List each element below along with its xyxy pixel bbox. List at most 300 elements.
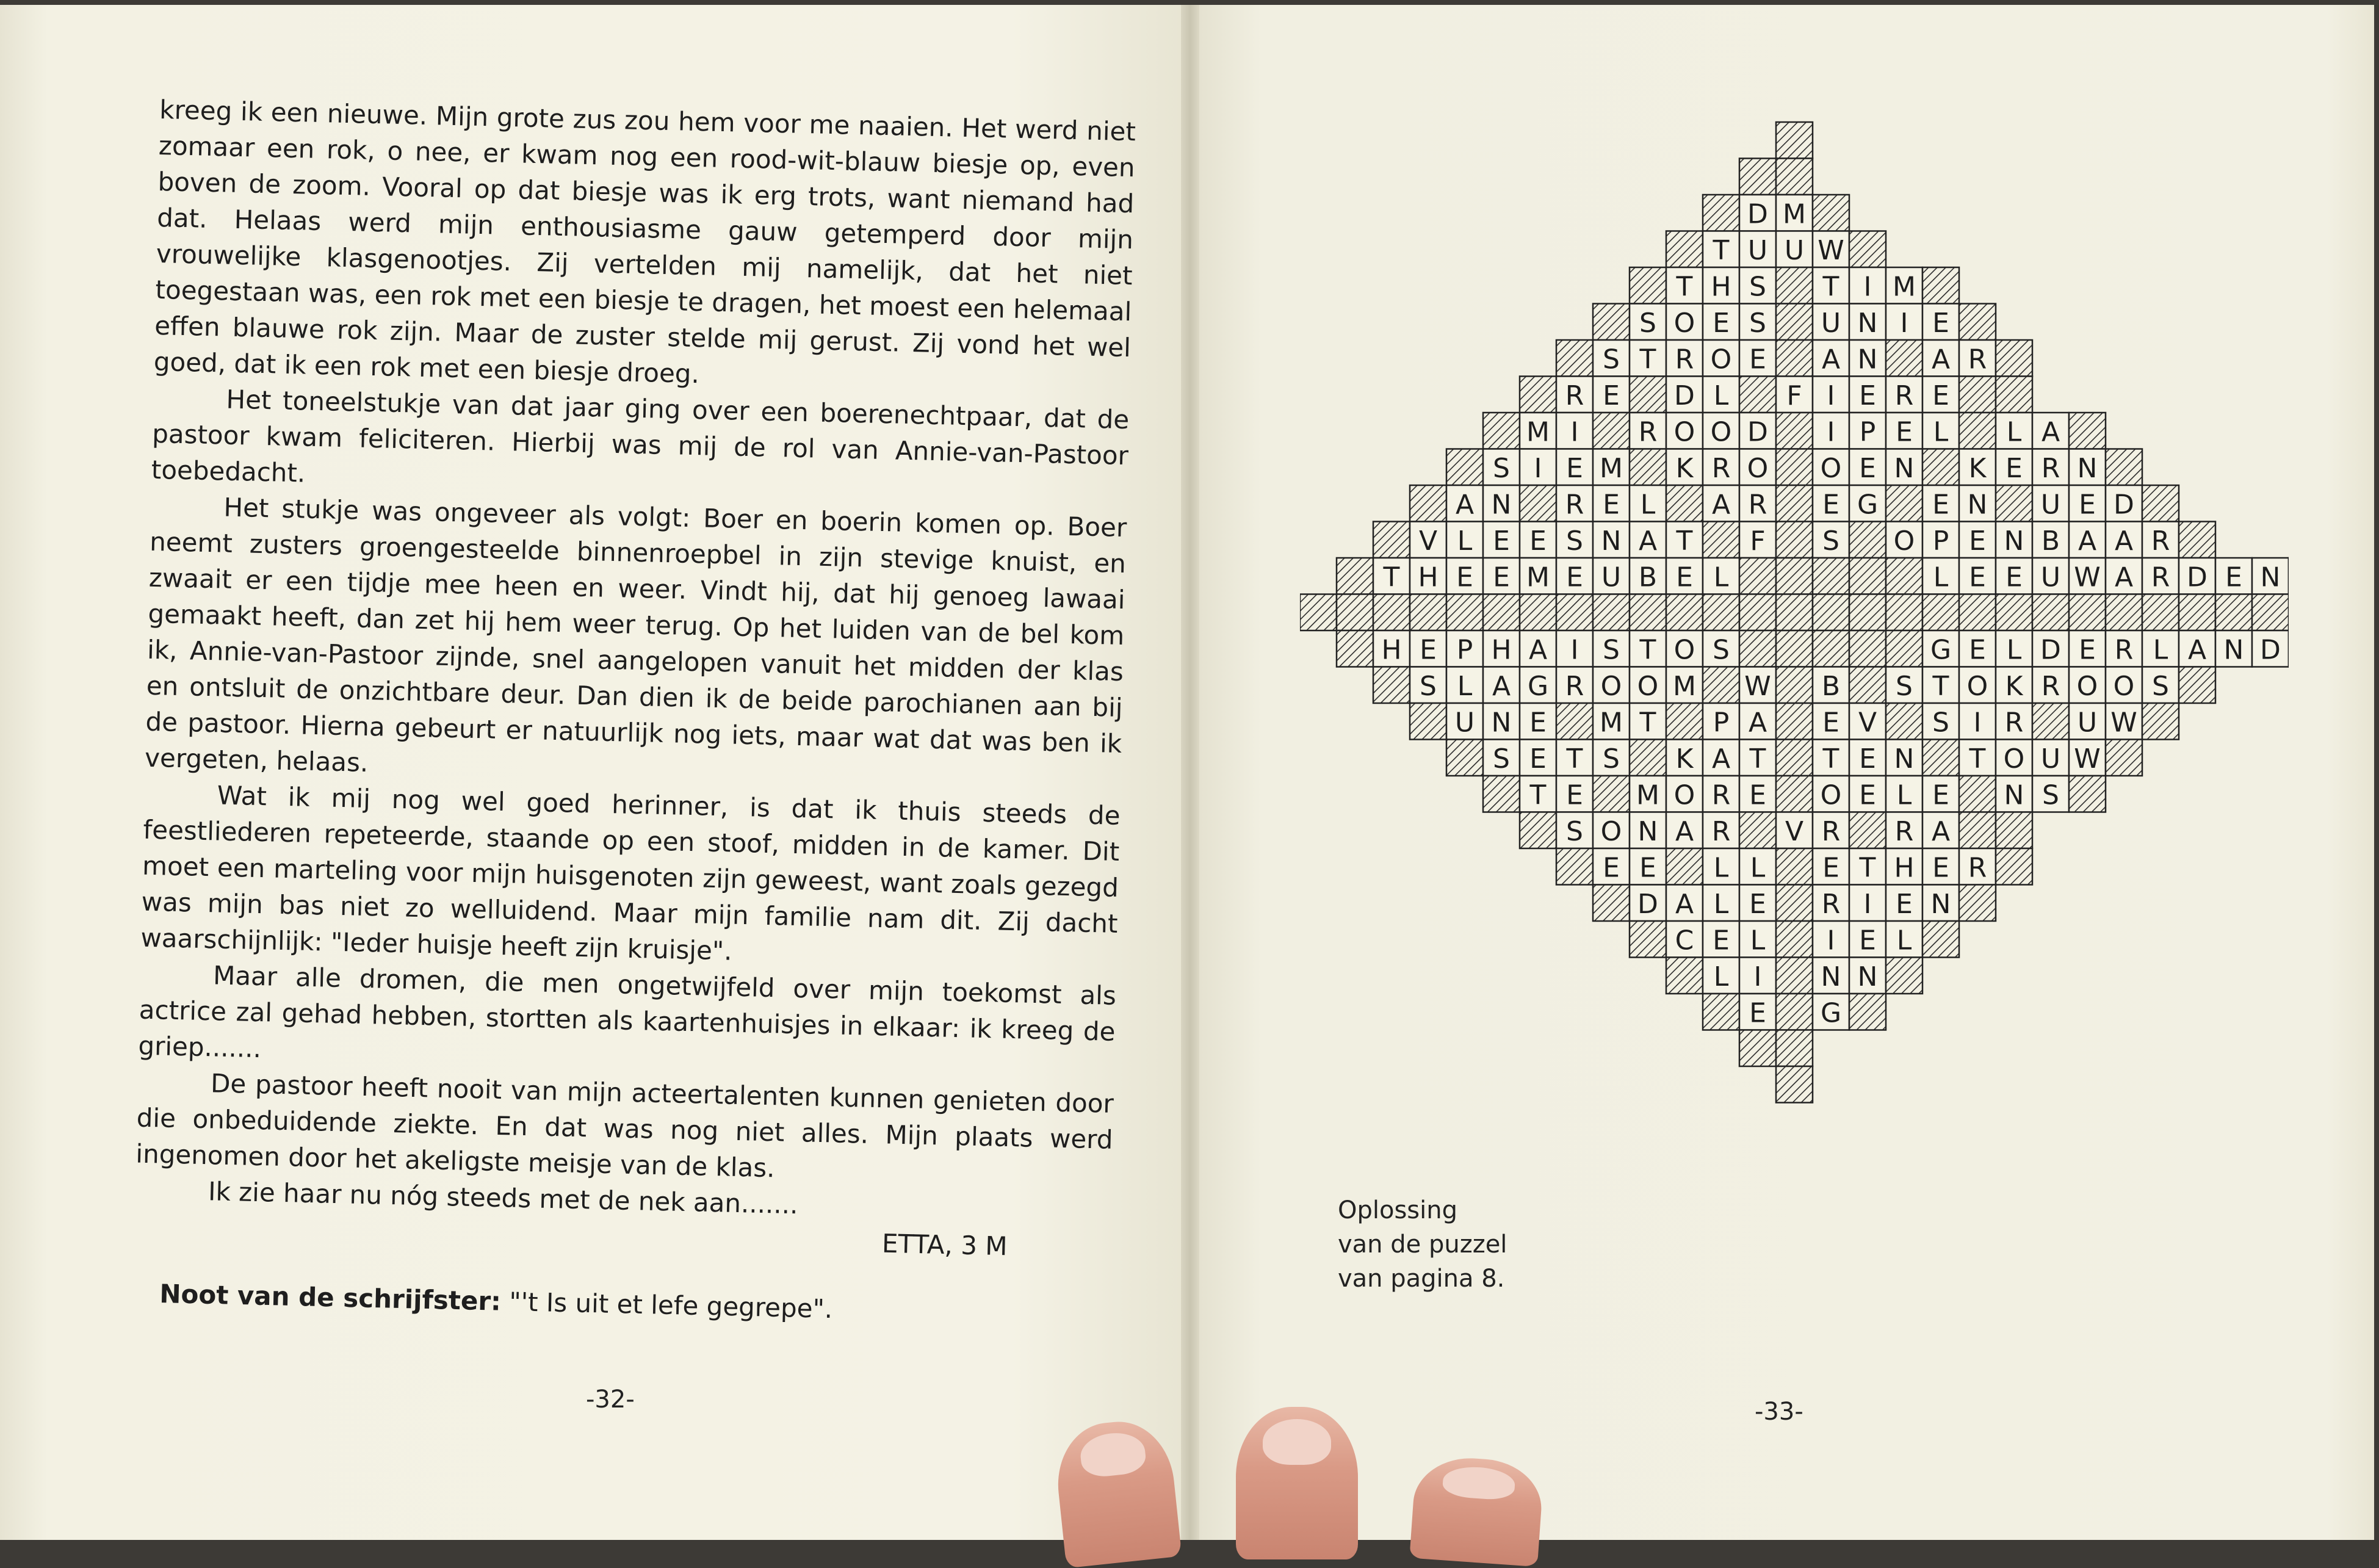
grid-letter: E: [1749, 888, 1766, 920]
book-gutter: [1181, 5, 1199, 1540]
grid-letter: T: [1713, 234, 1730, 266]
grid-letter: E: [1932, 852, 1949, 884]
grid-letter: L: [2006, 634, 2022, 666]
grid-letter: R: [1711, 779, 1731, 811]
grid-letter: T: [1676, 525, 1693, 557]
black-cell: [1776, 740, 1813, 776]
grid-letter: T: [1822, 743, 1839, 775]
grid-letter: L: [1457, 525, 1473, 557]
grid-letter: O: [1710, 416, 1732, 448]
grid-letter: S: [1603, 344, 1620, 375]
grid-letter: O: [1673, 416, 1695, 448]
grid-letter: T: [1822, 271, 1839, 303]
grid-letter: E: [1969, 562, 1986, 593]
black-cell: [1593, 594, 1630, 631]
black-cell: [1703, 994, 1739, 1030]
grid-letter: A: [1711, 743, 1731, 775]
grid-letter: T: [1969, 743, 1986, 775]
grid-letter: M: [1526, 562, 1550, 593]
black-cell: [1922, 267, 1959, 304]
grid-letter: V: [1418, 525, 1438, 557]
grid-letter: G: [1930, 634, 1952, 666]
grid-letter: A: [2114, 525, 2134, 557]
grid-letter: S: [1639, 307, 1656, 339]
grid-letter: A: [1675, 888, 1694, 920]
grid-letter: T: [1859, 852, 1876, 884]
grid-letter: E: [1969, 525, 1986, 557]
grid-letter: T: [1932, 670, 1949, 702]
grid-letter: M: [1673, 670, 1696, 702]
black-cell: [1813, 594, 1849, 631]
caption-line-1: Oplossing: [1338, 1196, 1457, 1224]
grid-letter: S: [1822, 525, 1839, 557]
grid-letter: D: [1637, 888, 1658, 920]
black-cell: [2106, 740, 2142, 776]
black-cell: [1886, 630, 1922, 667]
grid-letter: M: [1783, 198, 1806, 230]
grid-letter: M: [1526, 416, 1550, 448]
black-cell: [1666, 958, 1703, 994]
grid-letter: I: [1900, 307, 1908, 339]
grid-letter: O: [1747, 452, 1769, 484]
paragraph-4: Wat ik mij nog wel goed herinner, is dat ik thuis steeds de feestliederen repeteerde, staande op een stoof, midden in de kamer. Dit moet een marteling voor mijn huisgenoten zijn geweest, want zoals gezegd was mijn bas niet zo welluidend. Maar mijn familie nam dit. Zij dacht waarschijnlijk: "Ieder huisje heeft zijn kruisje".: [140, 780, 1121, 966]
black-cell: [1739, 1030, 1776, 1067]
black-cell: [1446, 594, 1483, 631]
grid-letter: R: [2151, 562, 2170, 593]
grid-letter: W: [2074, 743, 2101, 775]
grid-letter: P: [1932, 525, 1949, 557]
grid-letter: H: [1711, 271, 1731, 303]
grid-letter: E: [1493, 562, 1510, 593]
grid-letter: H: [1491, 634, 1512, 666]
grid-letter: O: [1600, 815, 1622, 847]
black-cell: [1483, 776, 1520, 812]
grid-letter: R: [2114, 634, 2134, 666]
black-cell: [1630, 740, 1666, 776]
black-cell: [1630, 449, 1666, 486]
grid-letter: F: [1750, 525, 1766, 557]
grid-letter: T: [1383, 562, 1400, 593]
grid-letter: S: [1493, 743, 1510, 775]
black-cell: [1373, 522, 1410, 558]
grid-letter: E: [1603, 489, 1620, 521]
crossword-solution-grid: [1300, 110, 2289, 1123]
black-cell: [1410, 594, 1446, 631]
black-cell: [1630, 594, 1666, 631]
paragraph-7: Ik zie haar nu nóg steeds met de nek aan.......: [208, 1176, 799, 1220]
black-cell: [1922, 921, 1959, 958]
black-cell: [1996, 594, 2032, 631]
grid-letter: D: [1674, 380, 1695, 411]
black-cell: [1666, 848, 1703, 885]
black-cell: [1703, 522, 1739, 558]
grid-letter: R: [1565, 380, 1584, 411]
grid-letter: K: [1675, 743, 1694, 775]
grid-letter: I: [1570, 416, 1579, 448]
grid-letter: S: [1566, 525, 1583, 557]
grid-letter: E: [1896, 888, 1913, 920]
grid-letter: I: [1863, 888, 1872, 920]
black-cell: [1703, 195, 1739, 231]
grid-letter: G: [1857, 489, 1879, 521]
grid-letter: A: [1931, 344, 1951, 375]
grid-letter: E: [2005, 562, 2023, 593]
grid-letter: U: [2077, 707, 2098, 739]
grid-letter: L: [1713, 562, 1729, 593]
grid-letter: D: [2040, 634, 2061, 666]
black-cell: [1520, 594, 1556, 631]
grid-letter: R: [1894, 380, 1914, 411]
grid-letter: N: [2077, 452, 2098, 484]
grid-letter: R: [1565, 489, 1584, 521]
grid-letter: E: [1639, 852, 1656, 884]
black-cell: [1703, 667, 1739, 704]
grid-letter: R: [1711, 815, 1731, 847]
grid-letter: M: [1600, 452, 1623, 484]
grid-letter: A: [2187, 634, 2207, 666]
grid-letter: K: [1968, 452, 1987, 484]
grid-letter: A: [1528, 634, 1548, 666]
black-cell: [1922, 740, 1959, 776]
black-cell: [1483, 594, 1520, 631]
grid-letter: D: [2114, 489, 2134, 521]
grid-letter: T: [1639, 707, 1656, 739]
black-cell: [1556, 848, 1593, 885]
paragraph-1: kreeg ik een nieuwe. Mijn grote zus zou hem voor me naaien. Het werd niet zomaar een rok, o nee, er kwam nog een rood-wit-blauw biesje op, even boven de zoom. Vooral op dat biesje was ik erg trots, want niemand had dat. Helaas werd mijn enthousiasme gauw getemperd door mijn vrouwelijke klasgenootjes. Zij vertelden mij namelijk, dat het niet toegestaan was, een rok met een biesje te dragen, het moest een helemaal effen blauwe rok zijn. Maar de zuster stelde mij gerust. Zij vond het wel goed, dat ik een rok met een biesje droeg.: [153, 94, 1136, 389]
grid-letter: O: [1893, 525, 1915, 557]
grid-letter: E: [1932, 380, 1949, 411]
black-cell: [1849, 594, 1886, 631]
caption-line-3: van pagina 8.: [1338, 1265, 1505, 1293]
black-cell: [1776, 776, 1813, 812]
grid-letter: E: [1969, 634, 1986, 666]
grid-letter: S: [1749, 271, 1766, 303]
grid-letter: I: [1753, 961, 1762, 992]
grid-letter: R: [2151, 525, 2170, 557]
grid-letter: V: [1858, 707, 1877, 739]
grid-letter: M: [1636, 779, 1659, 811]
black-cell: [1739, 377, 1776, 413]
grid-letter: I: [1570, 634, 1579, 666]
grid-letter: R: [2004, 707, 2024, 739]
black-cell: [1959, 594, 1996, 631]
black-cell: [1959, 413, 1996, 449]
page-number-right: -33-: [1755, 1398, 1803, 1426]
grid-letter: U: [1747, 234, 1768, 266]
grid-letter: E: [1896, 416, 1913, 448]
grid-letter: R: [1968, 852, 1987, 884]
black-cell: [1483, 413, 1520, 449]
paragraph-6: De pastoor heeft nooit van mijn acteertalenten kunnen genieten door die onbeduidende ziekte. En dat was nog niet alles. Mijn plaats werd ingenomen door het akeligste meisje van de klas.: [135, 1068, 1114, 1183]
grid-letter: E: [1529, 743, 1547, 775]
grid-letter: A: [2078, 525, 2097, 557]
black-cell: [1337, 630, 1373, 667]
grid-letter: O: [1966, 670, 1988, 702]
black-cell: [1849, 630, 1886, 667]
grid-letter: E: [1822, 707, 1839, 739]
paragraph-2: Het toneelstukje van dat jaar ging over een boerenechtpaar, dat de pastoor kwam feliciteren. Hierbij was mij de rol van Annie-van-Pastoor toebedacht.: [151, 384, 1130, 488]
grid-letter: R: [1638, 416, 1658, 448]
grid-letter: L: [1713, 961, 1729, 992]
black-cell: [2142, 485, 2179, 522]
black-cell: [1666, 231, 1703, 268]
black-cell: [2032, 594, 2069, 631]
black-cell: [1886, 594, 1922, 631]
black-cell: [1556, 340, 1593, 377]
grid-letter: O: [1710, 344, 1732, 375]
grid-letter: L: [1640, 489, 1656, 521]
black-cell: [1300, 594, 1337, 631]
grid-letter: N: [2260, 562, 2281, 593]
black-cell: [2179, 522, 2215, 558]
black-cell: [1739, 812, 1776, 849]
black-cell: [1922, 449, 1959, 486]
black-cell: [2215, 594, 2252, 631]
black-cell: [2069, 594, 2106, 631]
black-cell: [1776, 921, 1813, 958]
black-cell: [1849, 522, 1886, 558]
grid-letter: H: [1894, 852, 1915, 884]
black-cell: [1959, 304, 1996, 341]
black-cell: [1776, 1066, 1813, 1103]
grid-letter: E: [1749, 344, 1766, 375]
black-cell: [1776, 1030, 1813, 1067]
grid-letter: U: [1601, 562, 1622, 593]
grid-letter: S: [2042, 779, 2059, 811]
black-cell: [1520, 485, 1556, 522]
grid-letter: E: [1932, 779, 1949, 811]
grid-letter: N: [1857, 961, 1878, 992]
grid-letter: N: [2004, 779, 2024, 811]
black-cell: [1666, 703, 1703, 740]
grid-letter: D: [1747, 198, 1768, 230]
grid-letter: S: [1493, 452, 1510, 484]
black-cell: [1593, 885, 1630, 922]
black-cell: [1703, 594, 1739, 631]
grid-letter: S: [1566, 815, 1583, 847]
black-cell: [1776, 485, 1813, 522]
grid-letter: B: [2041, 525, 2060, 557]
black-cell: [1996, 848, 2032, 885]
grid-letter: U: [1454, 707, 1475, 739]
black-cell: [1813, 558, 1849, 594]
black-cell: [1776, 558, 1813, 594]
grid-letter: I: [1863, 271, 1872, 303]
black-cell: [1593, 776, 1630, 812]
caption-line-2: van de puzzel: [1338, 1230, 1507, 1259]
grid-letter: E: [1713, 925, 1730, 956]
grid-letter: P: [1713, 707, 1730, 739]
black-cell: [1886, 485, 1922, 522]
grid-letter: E: [1859, 452, 1876, 484]
page-number-left: -32-: [586, 1386, 635, 1414]
black-cell: [1959, 885, 1996, 922]
grid-letter: T: [1529, 779, 1547, 811]
grid-letter: A: [1711, 489, 1731, 521]
grid-letter: E: [1493, 525, 1510, 557]
grid-letter: S: [1420, 670, 1437, 702]
grid-letter: O: [1673, 779, 1695, 811]
black-cell: [1996, 812, 2032, 849]
grid-letter: R: [1821, 888, 1841, 920]
grid-letter: U: [1784, 234, 1805, 266]
grid-letter: N: [1930, 888, 1951, 920]
black-cell: [1996, 340, 2032, 377]
black-cell: [2142, 703, 2179, 740]
grid-letter: S: [1713, 634, 1730, 666]
black-cell: [1776, 667, 1813, 704]
grid-letter: E: [1713, 307, 1730, 339]
puzzle-caption: [1338, 1193, 1507, 1296]
grid-letter: S: [1603, 634, 1620, 666]
grid-letter: I: [1534, 452, 1542, 484]
black-cell: [1813, 630, 1849, 667]
grid-letter: O: [1673, 307, 1695, 339]
grid-letter: E: [1859, 743, 1876, 775]
grid-letter: E: [1566, 779, 1583, 811]
grid-letter: D: [2260, 634, 2281, 666]
black-cell: [1849, 667, 1886, 704]
grid-letter: K: [1675, 452, 1694, 484]
grid-letter: E: [1749, 997, 1766, 1029]
black-cell: [1776, 267, 1813, 304]
grid-letter: L: [2153, 634, 2168, 666]
grid-letter: N: [2004, 525, 2024, 557]
grid-letter: A: [2041, 416, 2060, 448]
grid-letter: O: [1673, 634, 1695, 666]
black-cell: [1373, 667, 1410, 704]
grid-letter: E: [2079, 634, 2096, 666]
black-cell: [1776, 958, 1813, 994]
grid-letter: L: [1457, 670, 1473, 702]
grid-letter: L: [1896, 925, 1912, 956]
grid-letter: L: [2006, 416, 2022, 448]
grid-letter: T: [1639, 634, 1656, 666]
grid-letter: E: [1566, 452, 1583, 484]
grid-letter: E: [1932, 489, 1949, 521]
black-cell: [1996, 377, 2032, 413]
black-cell: [1886, 558, 1922, 594]
author-signature: ETTA, 3 M: [881, 1228, 1008, 1262]
black-cell: [1373, 594, 1410, 631]
grid-letter: I: [1827, 380, 1835, 411]
black-cell: [1739, 594, 1776, 631]
grid-letter: F: [1786, 380, 1802, 411]
grid-letter: G: [1820, 997, 1842, 1029]
grid-letter: U: [2040, 743, 2061, 775]
black-cell: [2142, 594, 2179, 631]
grid-letter: B: [1638, 562, 1658, 593]
black-cell: [1739, 630, 1776, 667]
black-cell: [1813, 195, 1849, 231]
grid-letter: E: [1932, 307, 1949, 339]
grid-letter: L: [1750, 925, 1766, 956]
grid-letter: V: [1785, 815, 1804, 847]
grid-letter: E: [2079, 489, 2096, 521]
grid-letter: E: [1603, 380, 1620, 411]
black-cell: [2179, 594, 2215, 631]
black-cell: [1922, 594, 1959, 631]
black-cell: [1849, 231, 1886, 268]
grid-letter: H: [1418, 562, 1439, 593]
grid-letter: U: [2040, 489, 2061, 521]
grid-letter: A: [1455, 489, 1475, 521]
grid-letter: E: [1749, 779, 1766, 811]
grid-letter: A: [1821, 344, 1841, 375]
grid-letter: A: [1748, 707, 1767, 739]
grid-letter: E: [1859, 380, 1876, 411]
black-cell: [1593, 304, 1630, 341]
black-cell: [1776, 340, 1813, 377]
grid-letter: O: [1600, 670, 1622, 702]
grid-letter: A: [2114, 562, 2134, 593]
grid-letter: O: [1820, 779, 1842, 811]
grid-letter: L: [1713, 380, 1729, 411]
grid-letter: E: [2005, 452, 2023, 484]
black-cell: [2069, 776, 2106, 812]
grid-letter: R: [1968, 344, 1987, 375]
grid-letter: R: [1711, 452, 1731, 484]
black-cell: [1337, 594, 1373, 631]
black-cell: [1630, 377, 1666, 413]
grid-letter: K: [2005, 670, 2023, 702]
black-cell: [1886, 340, 1922, 377]
grid-letter: L: [1933, 416, 1949, 448]
black-cell: [1776, 594, 1813, 631]
grid-letter: P: [1859, 416, 1876, 448]
black-cell: [1630, 921, 1666, 958]
grid-letter: N: [2223, 634, 2244, 666]
note-label: Noot van de schrijfster:: [159, 1279, 502, 1317]
grid-letter: E: [1603, 852, 1620, 884]
black-cell: [1776, 449, 1813, 486]
black-cell: [1630, 267, 1666, 304]
grid-letter: E: [1822, 489, 1839, 521]
grid-letter: E: [1859, 779, 1876, 811]
grid-letter: O: [1637, 670, 1659, 702]
black-cell: [1776, 413, 1813, 449]
black-cell: [1776, 159, 1813, 195]
grid-letter: L: [1896, 779, 1912, 811]
grid-letter: E: [2225, 562, 2242, 593]
black-cell: [1410, 485, 1446, 522]
black-cell: [2179, 667, 2215, 704]
note-text: "'t Is uit et lefe gegrepe".: [508, 1286, 833, 1324]
grid-letter: R: [1894, 815, 1914, 847]
grid-letter: N: [1821, 961, 1841, 992]
grid-letter: S: [1932, 707, 1949, 739]
grid-letter: A: [1675, 815, 1694, 847]
grid-letter: P: [1456, 634, 1473, 666]
grid-letter: U: [1821, 307, 1841, 339]
grid-letter: O: [1820, 452, 1842, 484]
grid-letter: R: [2041, 670, 2060, 702]
grid-letter: B: [1821, 670, 1841, 702]
grid-letter: E: [1529, 525, 1547, 557]
black-cell: [1886, 703, 1922, 740]
black-cell: [1886, 958, 1922, 994]
grid-letter: S: [1896, 670, 1913, 702]
grid-letter: W: [2110, 707, 2137, 739]
black-cell: [1776, 885, 1813, 922]
black-cell: [1446, 449, 1483, 486]
grid-letter: I: [1827, 925, 1835, 956]
story-text: [135, 92, 1136, 1230]
black-cell: [1410, 703, 1446, 740]
black-cell: [1959, 377, 1996, 413]
black-cell: [1666, 594, 1703, 631]
black-cell: [1849, 994, 1886, 1030]
